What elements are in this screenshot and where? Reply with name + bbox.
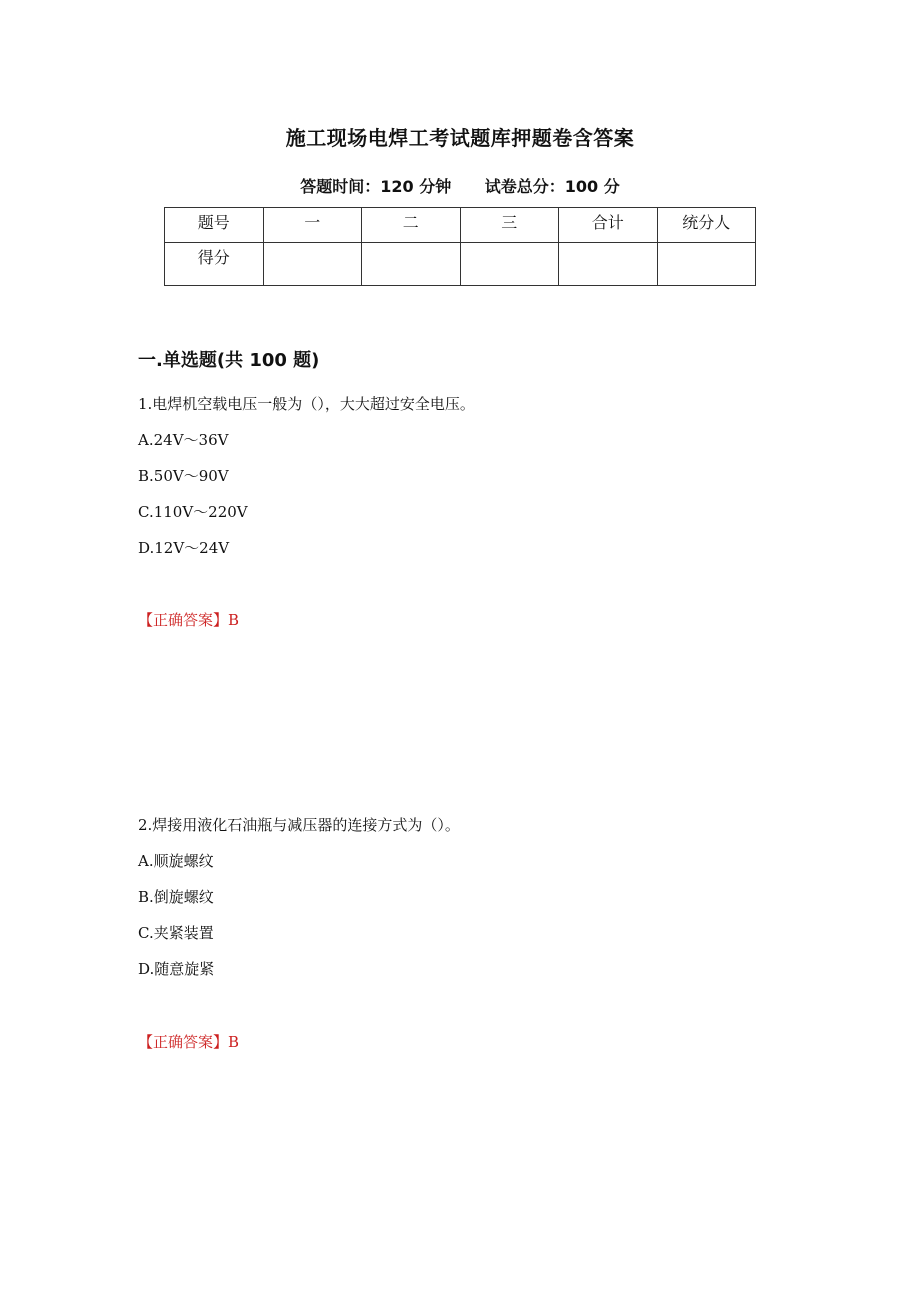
- question-stem: 1.电焊机空载电压一般为（），大大超过安全电压。: [138, 395, 475, 413]
- score-table-score-row: [165, 243, 756, 286]
- total-score: 试卷总分：100 分: [484, 177, 620, 196]
- header-cell-total: 合计: [559, 208, 658, 243]
- question-1: [138, 394, 475, 574]
- option-d: D.12V～24V: [138, 539, 230, 557]
- section-title: 一.单选题(共 100 题): [138, 350, 320, 371]
- option-c: C.110V～220V: [138, 503, 248, 521]
- exam-time: 答题时间：120 分钟: [300, 177, 452, 196]
- option-d: D.随意旋紧: [138, 960, 215, 978]
- header-cell-part-3: 三: [460, 208, 559, 243]
- question-stem: 2.焊接用液化石油瓶与减压器的连接方式为（）。: [138, 816, 460, 834]
- score-cell: [559, 243, 658, 286]
- score-table: [164, 207, 756, 286]
- score-cell: [657, 243, 756, 286]
- header-cell-question-no: 题号: [165, 208, 264, 243]
- header-cell-part-1: 一: [263, 208, 362, 243]
- answer-2: 【正确答案】B: [138, 1033, 240, 1051]
- score-table-header-row: [165, 208, 756, 243]
- score-cell: [460, 243, 559, 286]
- score-cell: [263, 243, 362, 286]
- answer-1: 【正确答案】B: [138, 611, 240, 629]
- score-row-label: 得分: [165, 243, 264, 286]
- option-b: B.50V～90V: [138, 467, 229, 485]
- option-a: A.24V～36V: [138, 431, 229, 449]
- page-title: 施工现场电焊工考试题库押题卷含答案: [285, 126, 635, 150]
- option-b: B.倒旋螺纹: [138, 888, 214, 906]
- question-2: [138, 815, 460, 995]
- header-cell-part-2: 二: [362, 208, 461, 243]
- score-cell: [362, 243, 461, 286]
- option-a: A.顺旋螺纹: [138, 852, 214, 870]
- exam-info: [0, 174, 920, 197]
- option-c: C.夹紧装置: [138, 924, 214, 942]
- header-cell-scorer: 统分人: [657, 208, 756, 243]
